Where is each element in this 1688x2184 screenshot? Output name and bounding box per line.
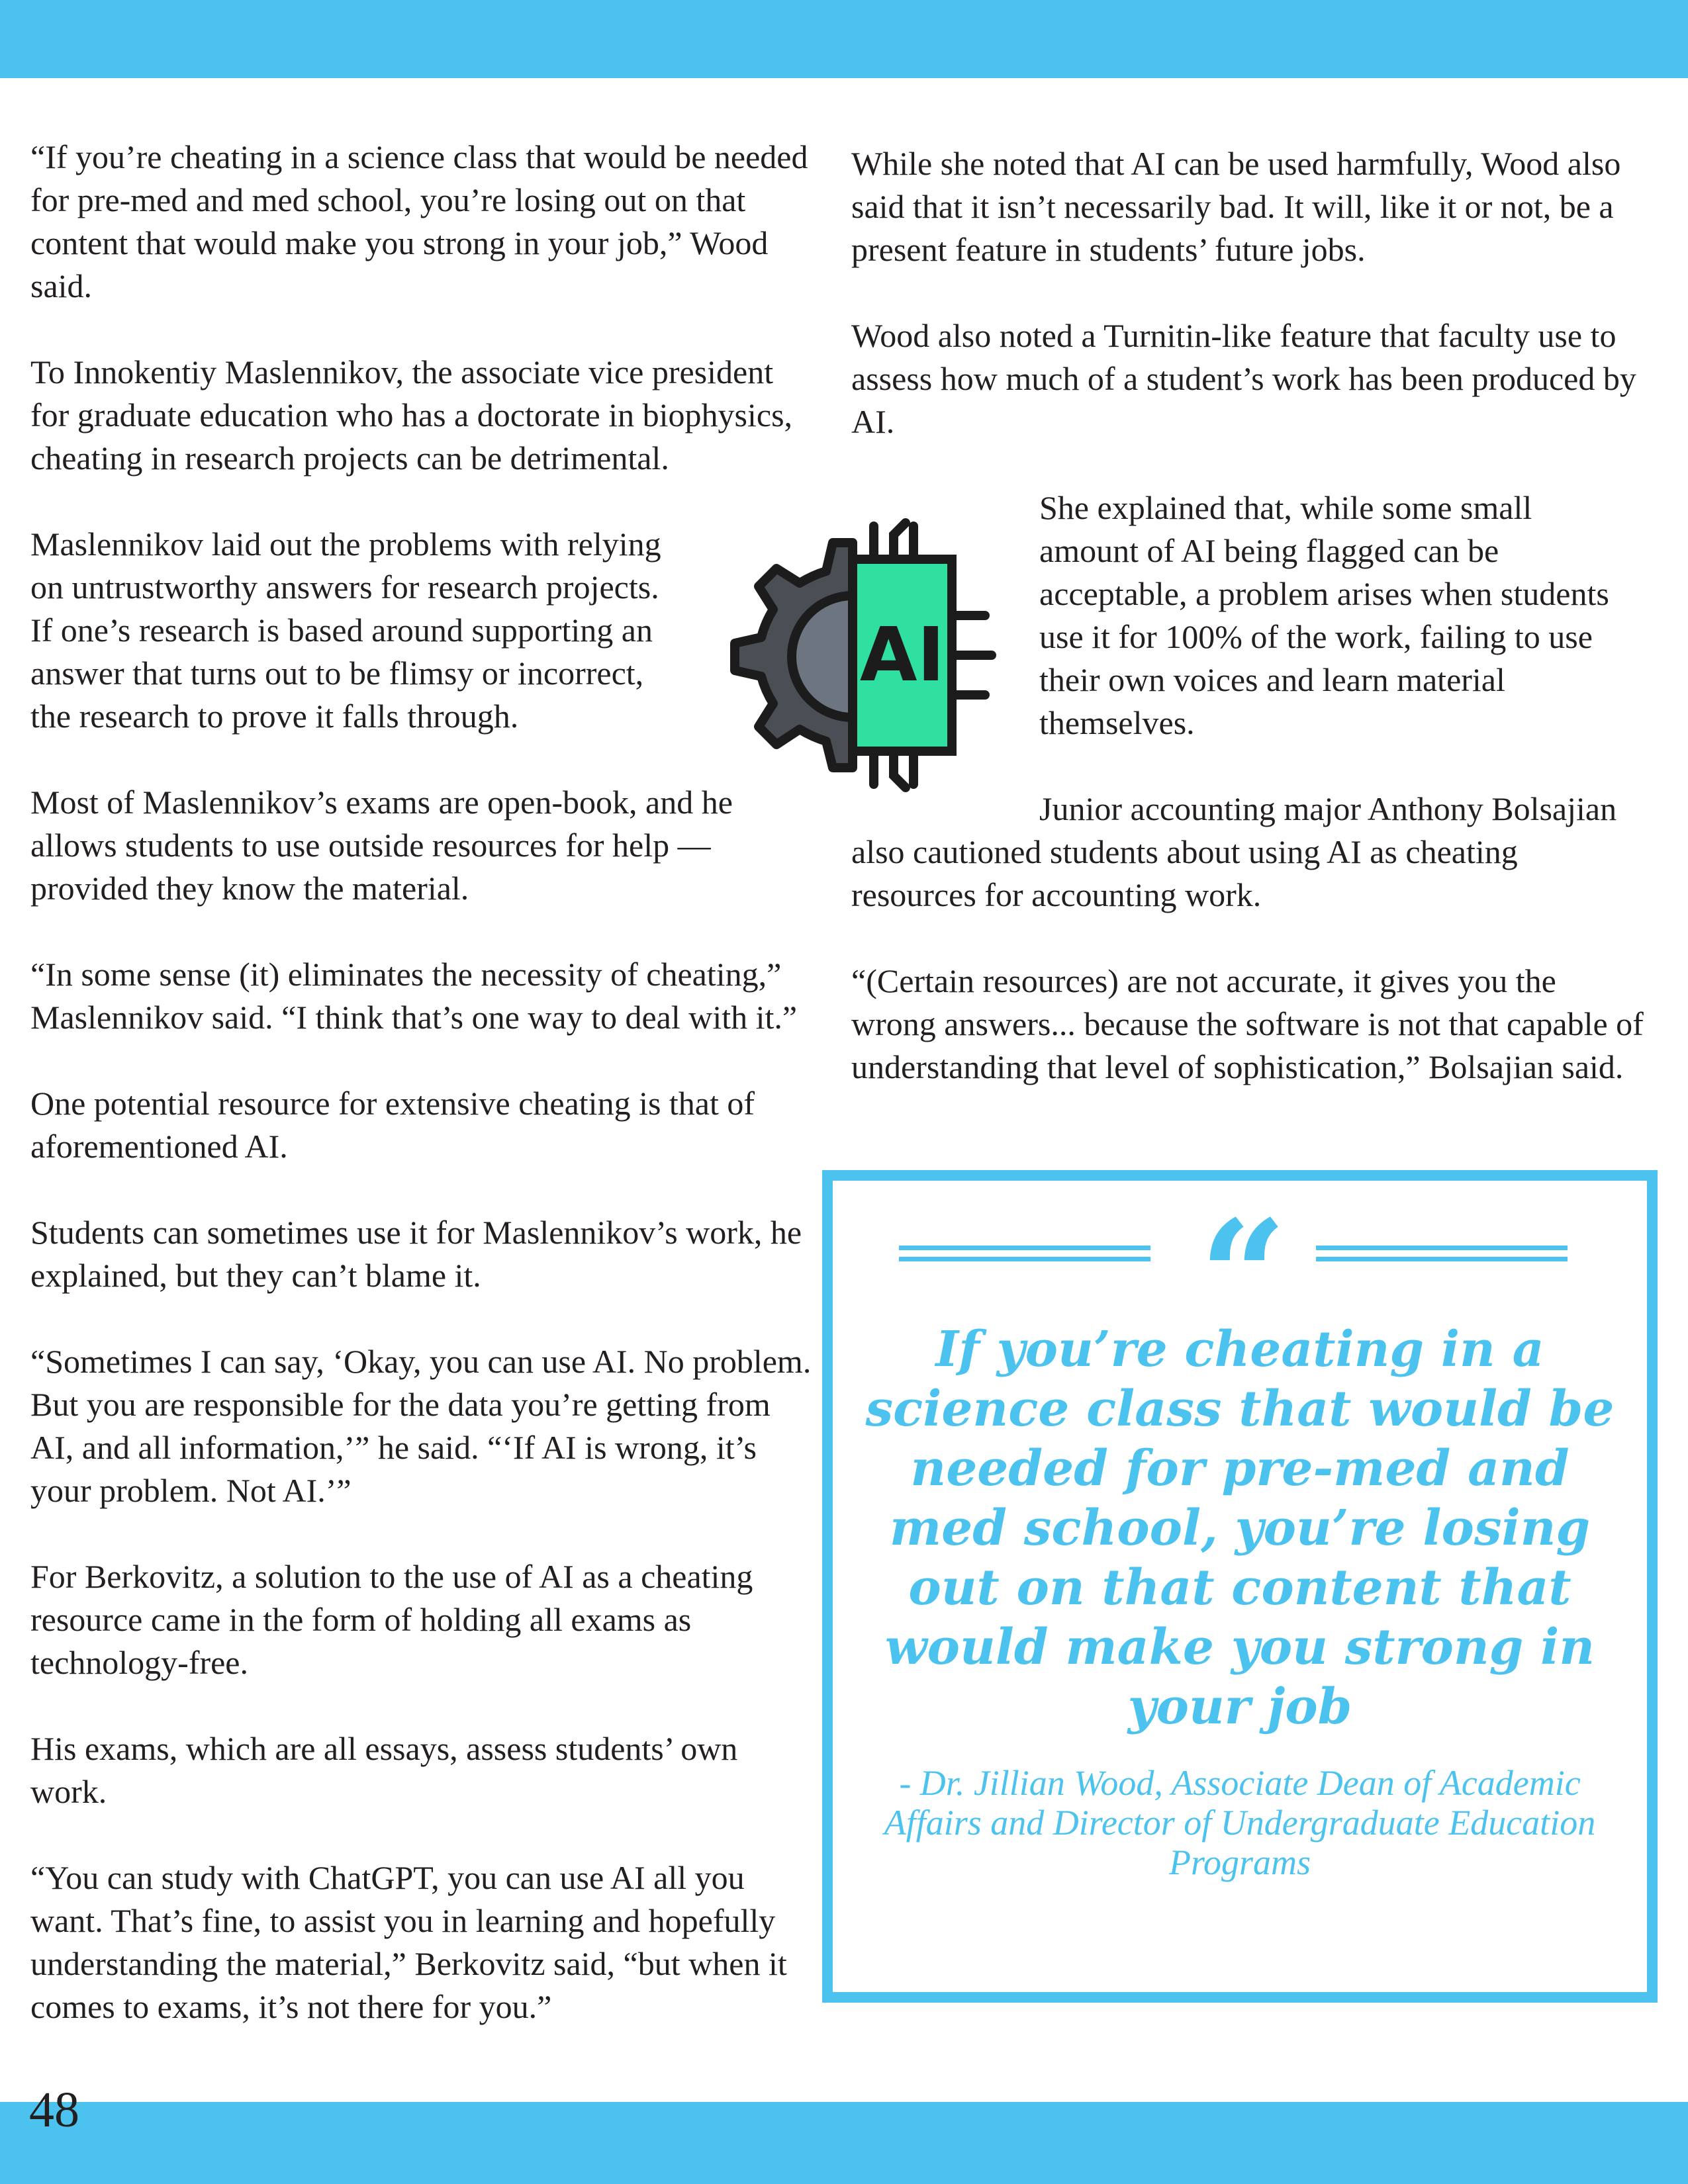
article-paragraph: For Berkovitz, a solution to the use of AI as a cheating resource came in the form of holding all exams as technology-free. [30, 1558, 753, 1681]
ai-icon-label: AI [859, 612, 945, 698]
page-number: 48 [29, 2082, 79, 2138]
left-article-column [30, 136, 818, 2071]
article-paragraph: “You can study with ChatGPT, you can use AI all you want. That’s fine, to assist you in learning and hopefully understanding the material,” Berkovitz said, “but when it comes to exams, it’s not there for you.” [30, 1859, 787, 2025]
article-paragraph: “(Certain resources) are not accurate, it gives you the wrong answers... because the software is not that capable of understanding that level of sophistication,” Bolsajian said. [851, 962, 1644, 1085]
pull-quote-attribution: - Dr. Jillian Wood, Associate Dean of Academic Affairs and Director of Undergraduate Education Programs [884, 1763, 1596, 1882]
bottom-color-band [0, 2102, 1688, 2184]
article-paragraph: While she noted that AI can be used harmfully, Wood also said that it isn’t necessarily bad. It will, like it or not, be a present feature in students’ future jobs. [851, 145, 1621, 268]
quote-rule-left [899, 1246, 1150, 1261]
article-paragraph: Most of Maslennikov’s exams are open-book, and he allows students to use outside resources for help — provided they know the material. [30, 784, 733, 907]
article-paragraph: His exams, which are all essays, assess students’ own work. [30, 1730, 738, 1810]
article-paragraph: To Innokentiy Maslennikov, the associate vice president for graduate education who has a doctorate in biophysics, cheating in research projects can be detrimental. [30, 353, 793, 477]
pull-quote-box [822, 1170, 1658, 2003]
article-paragraph: Maslennikov laid out the problems with relying on untrustworthy answers for research projects. If one’s research is based around supporting an answer that turns out to be flimsy or incorrect, the research to prove it falls through. [30, 525, 661, 735]
article-paragraph: “In some sense (it) eliminates the necessity of cheating,” Maslennikov said. “I think that’s one way to deal with it.” [30, 956, 798, 1036]
quote-rule-right [1316, 1246, 1568, 1261]
pull-quote-text: If you’re cheating in a science class that would be needed for pre-med and med school, you’re losing out on that content that would make you strong in your job [865, 1321, 1615, 1735]
article-paragraph: Students can sometimes use it for Maslennikov’s work, he explained, but they can’t blame it. [30, 1214, 802, 1294]
article-paragraph: She explained that, while some small amount of AI being flagged can be acceptable, a problem arises when students use it for 100% of the work, failing to use their own voices and learn material themselves. [1039, 489, 1609, 741]
top-color-band [0, 0, 1688, 78]
article-paragraph: One potential resource for extensive cheating is that of aforementioned AI. [30, 1085, 755, 1165]
article-paragraph: Junior accounting major Anthony Bolsajian also cautioned students about using AI as cheating resources for accounting work. [851, 790, 1617, 913]
article-paragraph: “If you’re cheating in a science class that would be needed for pre-med and med school, you’re losing out on that content that would make you strong in your job,” Wood said. [30, 138, 808, 304]
quote-mark-icon: “ [1199, 1187, 1288, 1366]
ai-gear-chip-icon [700, 503, 1005, 807]
article-paragraph: Wood also noted a Turnitin-like feature that faculty use to assess how much of a student’s work has been produced by AI. [851, 317, 1636, 440]
article-paragraph: “Sometimes I can say, ‘Okay, you can use AI. No problem. But you are responsible for the data you’re getting from AI, and all information,’” he said. “‘If AI is wrong, it’s your problem. Not AI.’” [30, 1343, 812, 1509]
